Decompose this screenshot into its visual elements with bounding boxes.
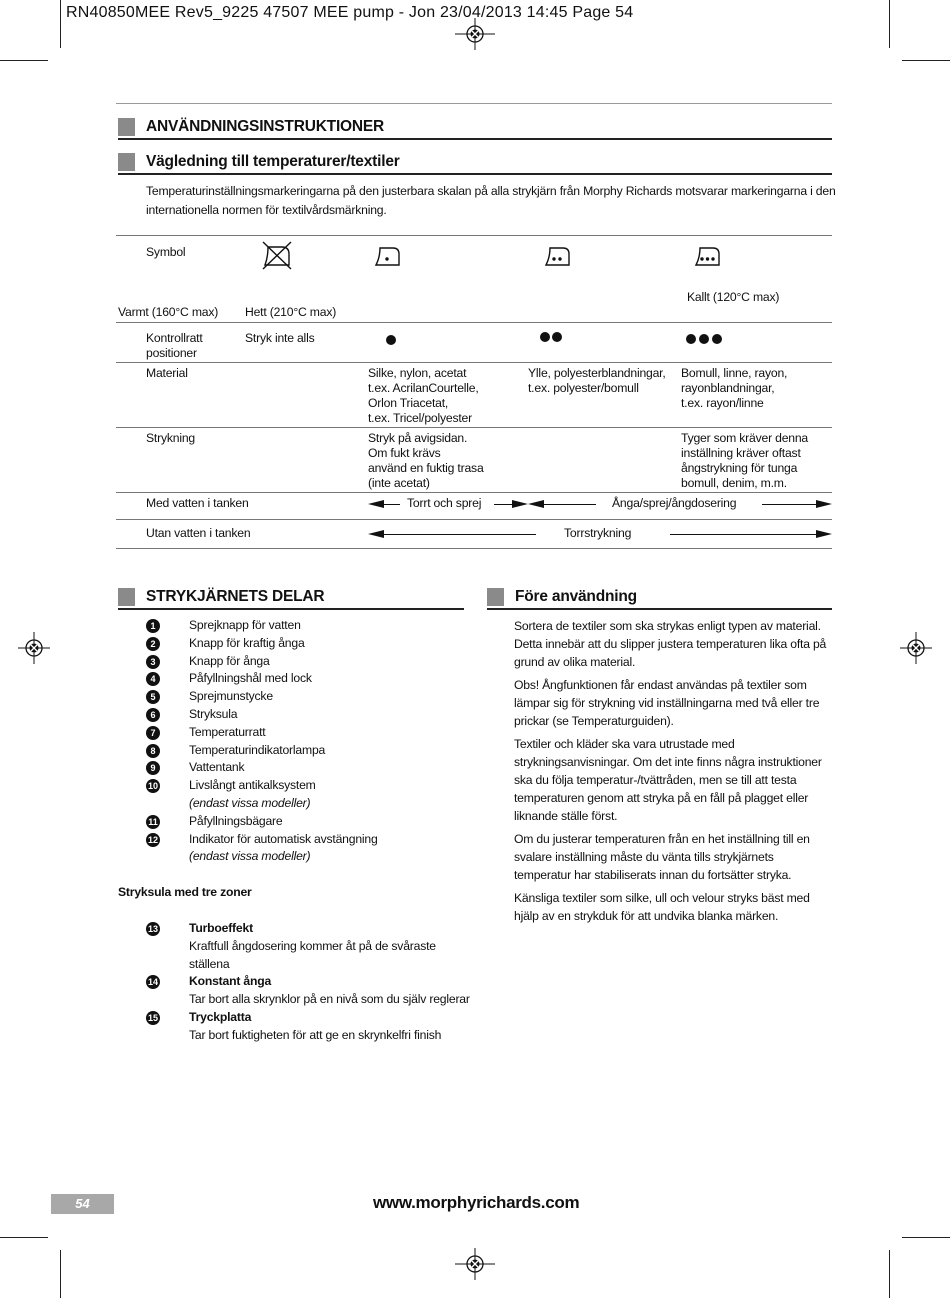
- ironing-high-line: inställning kräver oftast: [681, 446, 801, 460]
- zone-title: Tryckplatta: [189, 1010, 252, 1024]
- part-number-badge: 2: [146, 637, 160, 651]
- part-number-badge: 6: [146, 708, 160, 722]
- part-label: Temperaturratt: [189, 724, 266, 739]
- control-label-2: positioner: [146, 346, 197, 360]
- with-water-label: Med vatten i tanken: [146, 496, 249, 510]
- parts-heading: STRYKJÄRNETS DELAR: [118, 586, 464, 610]
- material-low-line: Orlon Triacetat,: [368, 396, 449, 410]
- intro-text: Temperaturinställningsmarkeringarna på den justerbara skalan på alla strykjärn från Morphy Richards motsvarar markeringarna i den internationella normen för textilvårdsmärkning.: [146, 184, 836, 217]
- ironing-low-line: använd en fuktig trasa: [368, 461, 484, 475]
- two-dots-icon: [540, 332, 550, 342]
- warm-label: Varmt (160°C max): [118, 305, 219, 319]
- part-number-badge: 3: [146, 655, 160, 669]
- zone-description: ställena: [189, 956, 230, 971]
- ironing-label: Strykning: [146, 431, 196, 445]
- dry-ironing-label: Torrstrykning: [564, 526, 632, 540]
- three-dots-icon: [712, 334, 722, 344]
- part-number-badge: 5: [146, 690, 160, 704]
- part-number-badge: 10: [147, 781, 158, 792]
- part-number-badge: 1: [146, 619, 160, 633]
- steam-spray-label: Ånga/sprej/ångdosering: [612, 496, 737, 510]
- before-use-paragraph: Känsliga textiler som silke, ull och velour stryks bäst med hjälp av en strykduk för att undvika blanka märken.: [514, 891, 810, 923]
- part-label: Livslångt antikalksystem: [189, 778, 316, 793]
- part-label: Knapp för ånga: [189, 653, 270, 668]
- iron-one-dot-icon: [375, 243, 401, 269]
- material-label: Material: [146, 366, 188, 380]
- part-label: Knapp för kraftig ånga: [189, 635, 305, 650]
- material-high-line: Bomull, linne, rayon,: [681, 366, 788, 380]
- zone-number-badge: 13: [147, 924, 158, 934]
- part-label: Sprejmunstycke: [189, 689, 273, 704]
- top-rule: [116, 103, 832, 104]
- iron-three-dots-icon: [695, 243, 721, 269]
- control-label-1: Kontrollratt: [146, 331, 203, 345]
- ironing-high-line: Tyger som kräver denna: [681, 431, 809, 445]
- two-dots-icon: [552, 332, 562, 342]
- before-use-paragraph: Obs! Ångfunktionen får endast användas på textiler som lämpar sig för strykning vid inställningarna med två eller tre prickar (se Temperaturguiden).: [514, 678, 820, 728]
- ironing-low-line: (inte acetat): [368, 476, 430, 490]
- ironing-high-line: bomull, denim, m.m.: [681, 476, 787, 490]
- part-label: Stryksula: [189, 707, 238, 721]
- print-slug: RN40850MEE Rev5_9225 47507 MEE pump - Jon 23/04/2013 14:45 Page 54: [66, 4, 634, 21]
- material-low-line: t.ex. Tricel/polyester: [368, 411, 472, 425]
- registration-mark-icon: [900, 632, 932, 664]
- page-number-box: [51, 1194, 114, 1214]
- material-low-line: t.ex. AcrilanCourtelle,: [368, 381, 479, 395]
- three-dots-icon: [686, 334, 696, 344]
- part-note: (endast vissa modeller): [189, 849, 311, 864]
- symbol-label: Symbol: [146, 245, 186, 259]
- zone-description: Tar bort fuktigheten för att ge en skrynkelfri finish: [189, 1027, 442, 1042]
- part-label: Sprejknapp för vatten: [189, 618, 301, 632]
- before-use-paragraph: Textiler och kläder ska vara utrustade med strykningsanvisningar. Om det inte finns några instruktioner ska du följa temperatur-/tvättråden, men se till att testa temperaturen genom att stryka på en fåll på plagget eller liknande ställe först.: [514, 737, 822, 823]
- cold-label: Kallt (120°C max): [687, 290, 780, 304]
- ironing-low-line: Om fukt krävs: [368, 446, 441, 460]
- material-low-line: Silke, nylon, acetat: [368, 366, 467, 380]
- ironing-high-line: ångstrykning för tunga: [681, 461, 798, 475]
- material-high-line: t.ex. rayon/linne: [681, 396, 764, 410]
- three-dots-icon: [699, 334, 709, 344]
- zone-title: Konstant ånga: [189, 974, 272, 989]
- zone-description: Tar bort alla skrynklor på en nivå som du själv reglerar: [189, 992, 470, 1007]
- no-iron-label: Stryk inte alls: [245, 331, 315, 345]
- part-label: Vattentank: [189, 760, 245, 775]
- main-heading: ANVÄNDNINGSINSTRUKTIONER: [118, 116, 832, 140]
- dry-spray-label: Torrt och sprej: [407, 496, 482, 510]
- zone-number-badge: 14: [147, 977, 158, 988]
- soleplate-heading: Stryksula med tre zoner: [118, 885, 252, 899]
- part-number-badge: 11: [146, 815, 160, 829]
- registration-mark-icon: [455, 1248, 495, 1280]
- registration-mark-icon: [18, 632, 50, 664]
- before-use-paragraph: Om du justerar temperaturen från en het inställning till en svalare inställning måste du vänta tills strykjärnets temperatur har stabiliserats innan du fortsätter stryka.: [514, 832, 810, 882]
- without-water-label: Utan vatten i tanken: [146, 526, 251, 540]
- material-high-line: rayonblandningar,: [681, 381, 775, 395]
- page-number: 54: [75, 1196, 90, 1211]
- arrow-right-icon: [816, 530, 832, 538]
- one-dot-icon: [386, 335, 396, 345]
- hot-label: Hett (210°C max): [245, 305, 337, 319]
- before-use-paragraph: Sortera de textiler som ska strykas enligt typen av material. Detta innebär att du slipper justera temperaturen lika ofta på grund av olika material.: [514, 619, 827, 669]
- part-number-badge: 7: [146, 726, 160, 740]
- before-use-heading: Före användning: [487, 586, 832, 610]
- part-number-badge: 12: [147, 834, 158, 845]
- part-label: Indikator för automatisk avstängning: [189, 831, 378, 846]
- website-link[interactable]: www.morphyrichards.com: [373, 1193, 580, 1212]
- iron-two-dots-icon: [545, 243, 571, 269]
- part-number-badge: 4: [146, 672, 160, 686]
- registration-mark-icon: [455, 18, 495, 50]
- part-label: Påfyllningshål med lock: [189, 671, 312, 686]
- zone-number-badge: 15: [147, 1013, 158, 1023]
- material-mid-line: Ylle, polyesterblandningar,: [528, 366, 666, 380]
- part-number-badge: 8: [146, 744, 160, 758]
- material-mid-line: t.ex. polyester/bomull: [528, 381, 639, 395]
- arrow-right-icon: [816, 500, 832, 508]
- ironing-low-line: Stryk på avigsidan.: [368, 431, 468, 445]
- zone-description: Kraftfull ångdosering kommer åt på de svåraste: [189, 938, 436, 953]
- arrow-right-icon: [512, 500, 528, 508]
- part-label: Påfyllningsbägare: [189, 813, 283, 828]
- crossed-iron-icon: [262, 240, 292, 270]
- part-number-badge: 9: [146, 761, 160, 775]
- zone-title: Turboeffekt: [189, 921, 253, 935]
- guide-heading: Vägledning till temperaturer/textiler: [118, 151, 832, 175]
- part-label: Temperaturindikatorlampa: [189, 742, 326, 757]
- part-note: (endast vissa modeller): [189, 796, 311, 810]
